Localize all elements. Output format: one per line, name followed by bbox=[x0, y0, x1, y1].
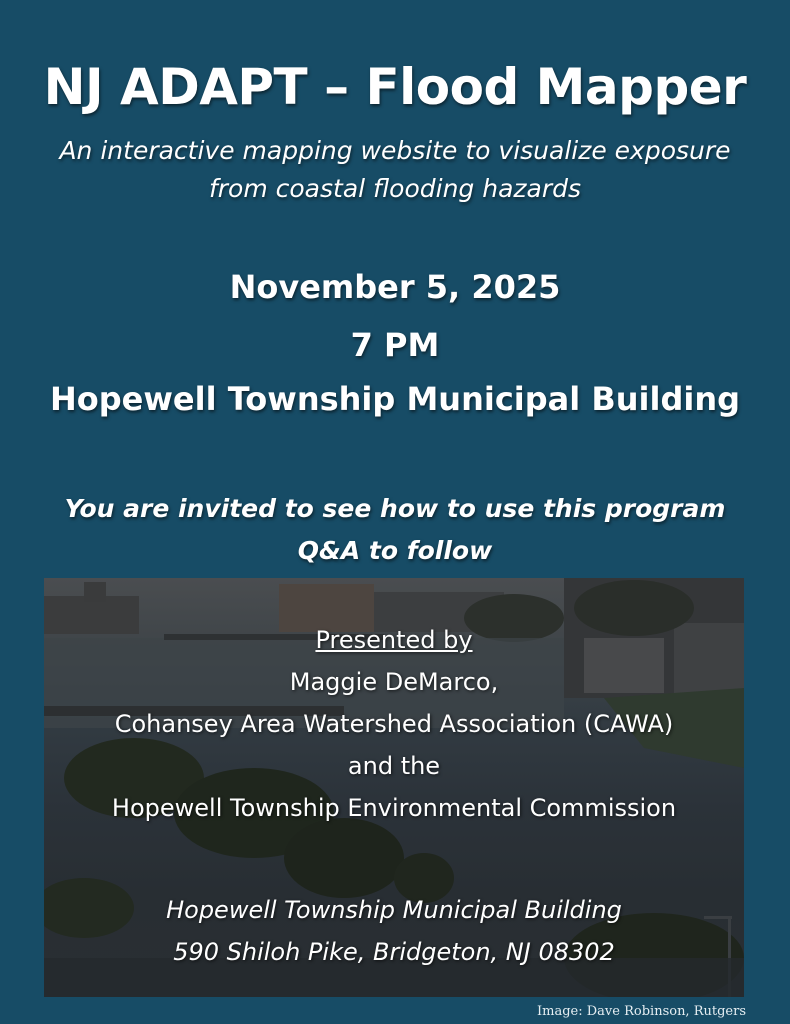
presenter-organization: Cohansey Area Watershed Association (CAWA) bbox=[114, 710, 674, 738]
invitation-line: You are invited to see how to use this program bbox=[64, 494, 726, 523]
address-building: Hopewell Township Municipal Building bbox=[166, 896, 622, 924]
image-credit: Image: Dave Robinson, Rutgers bbox=[537, 1004, 746, 1019]
event-venue: Hopewell Township Municipal Building bbox=[49, 380, 741, 418]
qa-note: Q&A to follow bbox=[297, 536, 493, 565]
address-street: 590 Shiloh Pike, Bridgeton, NJ 08302 bbox=[173, 938, 615, 966]
presenter-name: Maggie DeMarco, bbox=[289, 668, 499, 696]
flood-photo bbox=[44, 578, 744, 997]
flyer-title: NJ ADAPT – Flood Mapper bbox=[43, 58, 747, 116]
event-date: November 5, 2025 bbox=[229, 268, 561, 306]
subtitle-line-1: An interactive mapping website to visualize exposure bbox=[59, 136, 731, 165]
subtitle-line-2: from coastal flooding hazards bbox=[208, 174, 582, 203]
presenter-conjunction: and the bbox=[347, 752, 441, 780]
presented-by-heading: Presented by bbox=[315, 626, 473, 654]
event-time: 7 PM bbox=[350, 326, 440, 364]
presenter-commission: Hopewell Township Environmental Commission bbox=[111, 794, 677, 822]
